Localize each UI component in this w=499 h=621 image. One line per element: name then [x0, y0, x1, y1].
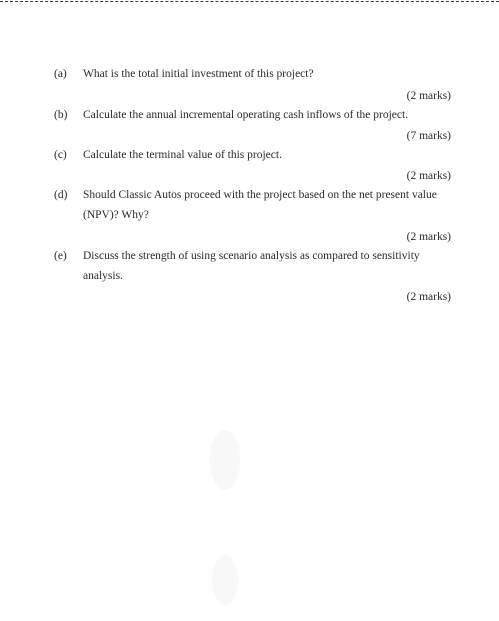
question-label: (b) — [54, 109, 68, 121]
question-label: (a) — [54, 68, 67, 80]
question-marks: (2 marks) — [406, 90, 451, 102]
question-marks: (7 marks) — [406, 130, 451, 142]
question-text: Calculate the terminal value of this project. — [83, 149, 282, 161]
question-label: (c) — [54, 149, 67, 161]
question-text: analysis. — [83, 270, 123, 282]
page-top-border — [0, 1, 499, 2]
question-marks: (2 marks) — [406, 231, 451, 243]
question-text: Calculate the annual incremental operating cash inflows of the project. — [83, 109, 409, 121]
question-text: (NPV)? Why? — [83, 209, 149, 221]
question-label: (e) — [54, 250, 67, 262]
question-text: Should Classic Autos proceed with the project based on the net present value — [83, 189, 437, 201]
question-marks: (2 marks) — [406, 170, 451, 182]
scan-smudge — [210, 430, 240, 490]
scan-smudge — [212, 555, 238, 605]
question-text: What is the total initial investment of this project? — [83, 68, 314, 80]
question-label: (d) — [54, 189, 68, 201]
question-marks: (2 marks) — [406, 291, 451, 303]
question-text: Discuss the strength of using scenario analysis as compared to sensitivity — [83, 250, 420, 262]
